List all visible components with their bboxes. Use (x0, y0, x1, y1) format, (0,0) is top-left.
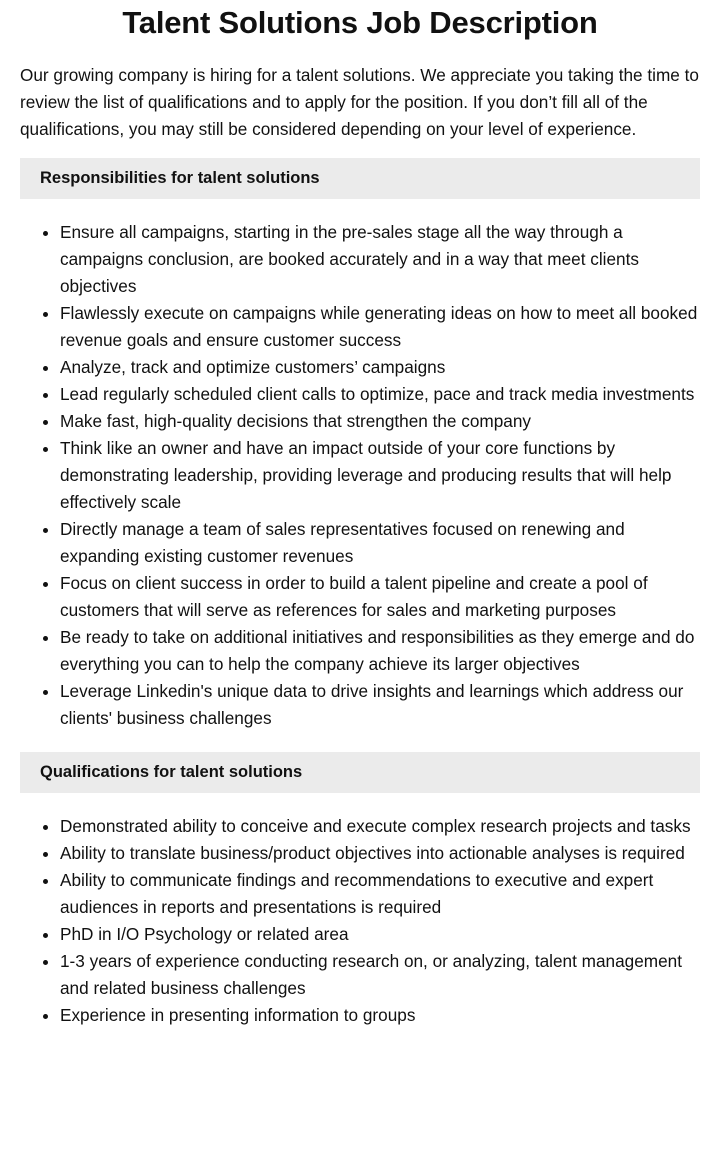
list-item: • Analyze, track and optimize customers’ campaigns (60, 354, 700, 381)
page-title: Talent Solutions Job Description (122, 5, 598, 40)
qualifications-list (20, 813, 700, 1029)
list-item: • Ability to translate business/product objectives into actionable analyses is required (60, 840, 700, 867)
list-item: • Experience in presenting information to groups (60, 1002, 700, 1029)
list-item: • Ability to communicate findings and recommendations to executive and expert audiences in reports and presentations is required (60, 867, 700, 921)
list-item: • Focus on client success in order to build a talent pipeline and create a pool of customers that will serve as references for sales and marketing purposes (60, 570, 700, 624)
list-item: • Flawlessly execute on campaigns while generating ideas on how to meet all booked revenue goals and ensure customer success (60, 300, 700, 354)
qualifications-heading: Qualifications for talent solutions (20, 752, 700, 793)
list-item: • Demonstrated ability to conceive and execute complex research projects and tasks (60, 813, 700, 840)
list-item: • Leverage Linkedin's unique data to drive insights and learnings which address our clients' business challenges (60, 678, 700, 732)
responsibilities-list (20, 219, 700, 732)
list-item: • Lead regularly scheduled client calls to optimize, pace and track media investments (60, 381, 700, 408)
list-item: • Directly manage a team of sales representatives focused on renewing and expanding existing customer revenues (60, 516, 700, 570)
intro-paragraph: Our growing company is hiring for a talent solutions. We appreciate you taking the time to review the list of qualifications and to apply for the position. If you don’t fill all of the qualifications, you may still be considered depending on your level of experience. (20, 65, 699, 139)
list-item: • 1-3 years of experience conducting research on, or analyzing, talent management and related business challenges (60, 948, 700, 1002)
list-item: • Be ready to take on additional initiatives and responsibilities as they emerge and do everything you can to help the company achieve its larger objectives (60, 624, 700, 678)
list-item: • Think like an owner and have an impact outside of your core functions by demonstrating leadership, providing leverage and producing results that will help effectively scale (60, 435, 700, 516)
list-item: • Make fast, high-quality decisions that strengthen the company (60, 408, 700, 435)
list-item: • Ensure all campaigns, starting in the pre-sales stage all the way through a campaigns conclusion, are booked accurately and in a way that meet clients objectives (60, 219, 700, 300)
list-item: • PhD in I/O Psychology or related area (60, 921, 700, 948)
responsibilities-heading: Responsibilities for talent solutions (20, 158, 700, 199)
